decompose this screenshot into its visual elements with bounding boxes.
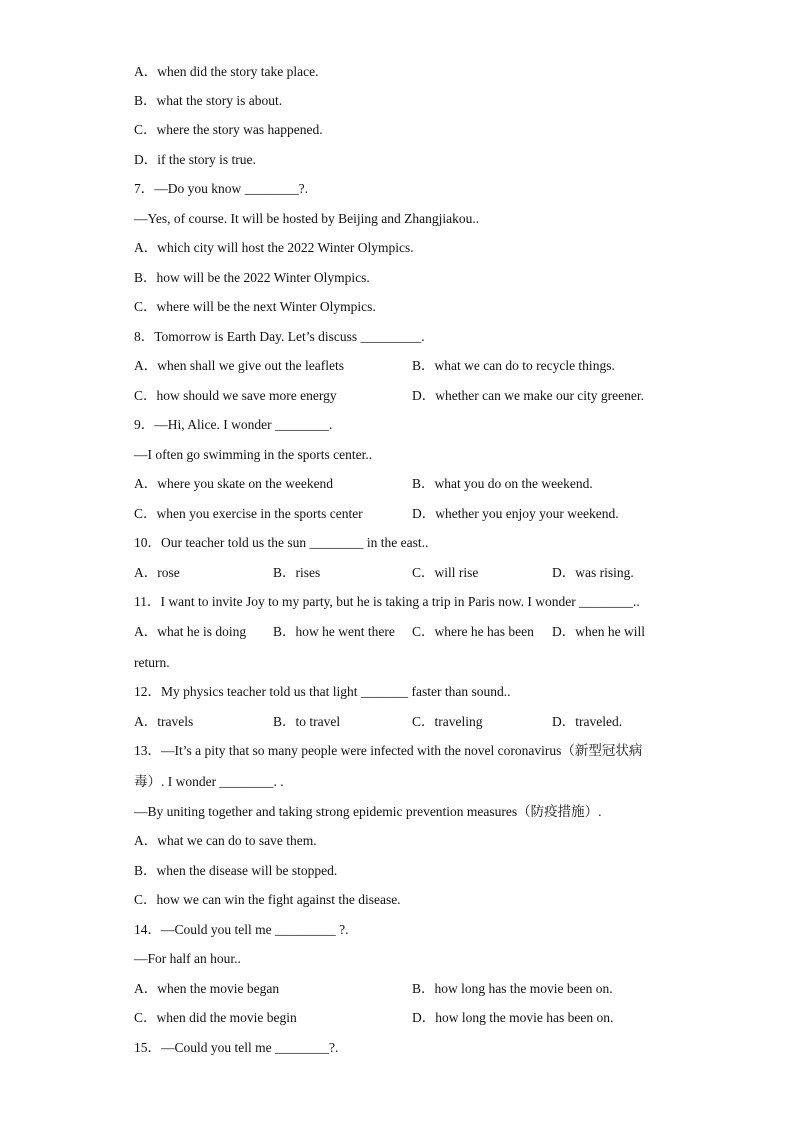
q7-option-a: A．which city will host the 2022 Winter Olympics.: [134, 240, 414, 255]
q14-option-b: B．how long has the movie been on.: [412, 981, 613, 996]
q13-reply: —By uniting together and taking strong epidemic prevention measures（防疫措施）.: [134, 804, 602, 819]
q7-reply: —Yes, of course. It will be hosted by Beijing and Zhangjiakou..: [134, 211, 480, 226]
q15-stem: 15．—Could you tell me ________?.: [134, 1040, 339, 1055]
q13-stem-line-1: 13．—It’s a pity that so many people were infected with the novel coronavirus（新型冠状病: [134, 743, 643, 758]
q7-option-b: B．how will be the 2022 Winter Olympics.: [134, 270, 370, 285]
q13-option-b: B．when the disease will be stopped.: [134, 863, 338, 878]
q7-stem: 7．—Do you know ________?.: [134, 181, 308, 196]
q9-option-a: A．where you skate on the weekend: [134, 476, 334, 491]
q11-stem: 11．I want to invite Joy to my party, but he is taking a trip in Paris now. I wonder ________..: [134, 594, 640, 609]
q10-stem: 10．Our teacher told us the sun ________ in the east..: [134, 535, 429, 550]
q8-option-a: A．when shall we give out the leaflets: [134, 358, 344, 373]
q10-option-c: C．will rise: [412, 565, 479, 580]
q8-options-row-1: [134, 355, 694, 377]
q12-option-b: B．to travel: [273, 714, 341, 729]
q10-options-row: [134, 562, 694, 584]
q9-option-d: D．whether you enjoy your weekend.: [412, 506, 619, 521]
q8-options-row-2: [134, 385, 694, 407]
q9-reply: —I often go swimming in the sports center..: [134, 447, 373, 462]
q11-option-a: A．what he is doing: [134, 624, 247, 639]
q6-option-c: C．where the story was happened.: [134, 122, 323, 137]
q10-option-a: A．rose: [134, 565, 180, 580]
q10-option-b: B．rises: [273, 565, 321, 580]
q14-option-c: C．when did the movie begin: [134, 1010, 297, 1025]
q13-option-a: A．what we can do to save them.: [134, 833, 317, 848]
q9-option-c: C．when you exercise in the sports center: [134, 506, 363, 521]
q11-option-d-continuation: return.: [134, 655, 170, 670]
q14-reply: —For half an hour..: [134, 951, 241, 966]
q11-options-row: [134, 621, 694, 643]
q9-stem: 9．—Hi, Alice. I wonder ________.: [134, 417, 333, 432]
q14-option-a: A．when the movie began: [134, 981, 280, 996]
q11-option-d: D．when he will: [552, 624, 645, 639]
q12-option-a: A．travels: [134, 714, 194, 729]
q8-stem: 8．Tomorrow is Earth Day. Let’s discuss _________.: [134, 329, 425, 344]
q11-option-b: B．how he went there: [273, 624, 395, 639]
q9-options-row-2: [134, 503, 694, 525]
q6-option-a: A．when did the story take place.: [134, 64, 319, 79]
q14-options-row-2: [134, 1007, 694, 1029]
q13-option-c: C．how we can win the fight against the disease.: [134, 892, 401, 907]
q12-option-d: D．traveled.: [552, 714, 623, 729]
q12-options-row: [134, 711, 694, 733]
q9-option-b: B．what you do on the weekend.: [412, 476, 593, 491]
q11-option-c: C．where he has been: [412, 624, 534, 639]
q6-option-b: B．what the story is about.: [134, 93, 283, 108]
q8-option-d: D．whether can we make our city greener.: [412, 388, 645, 403]
q13-stem-line-2: 毒）. I wonder ________. .: [134, 774, 284, 789]
q14-stem: 14．—Could you tell me _________ ?.: [134, 922, 349, 937]
q8-option-b: B．what we can do to recycle things.: [412, 358, 615, 373]
q14-option-d: D．how long the movie has been on.: [412, 1010, 614, 1025]
q8-option-c: C．how should we save more energy: [134, 388, 337, 403]
q9-options-row-1: [134, 473, 694, 495]
q10-option-d: D．was rising.: [552, 565, 634, 580]
q12-option-c: C．traveling: [412, 714, 483, 729]
q6-option-d: D．if the story is true.: [134, 152, 256, 167]
q12-stem: 12．My physics teacher told us that light _______ faster than sound..: [134, 684, 511, 699]
q7-option-c: C．where will be the next Winter Olympics.: [134, 299, 376, 314]
q14-options-row-1: [134, 978, 694, 1000]
